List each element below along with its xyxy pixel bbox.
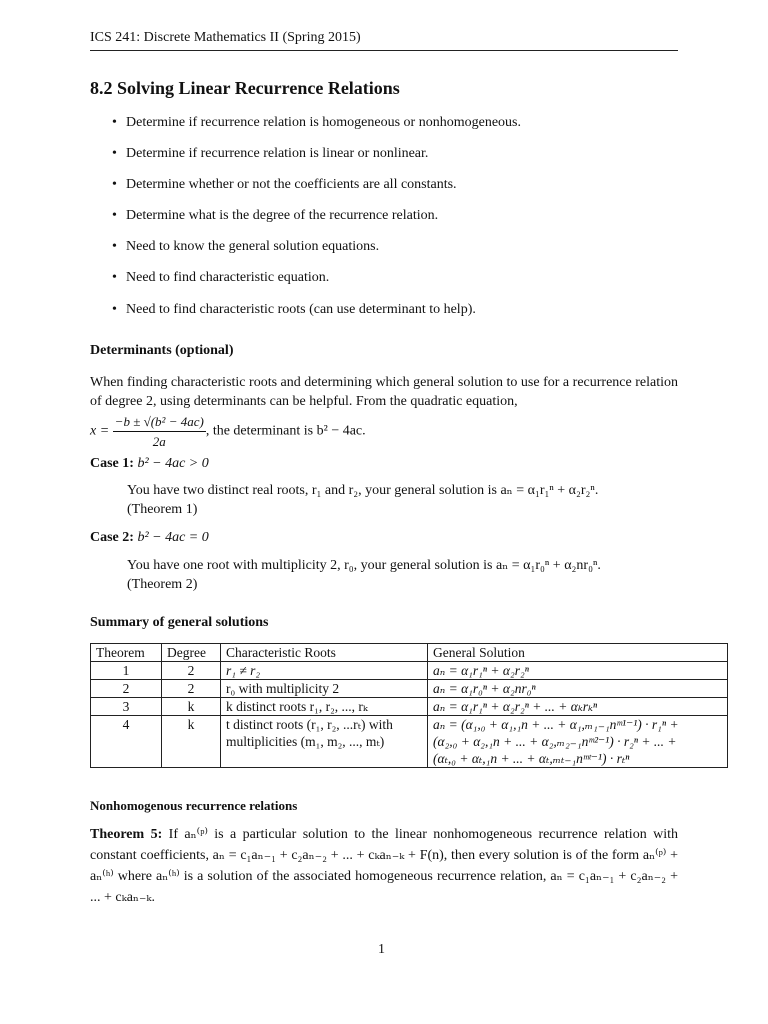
list-item: • Determine what is the degree of the recurrence relation. <box>90 207 521 238</box>
roots-cell: k distinct roots r₁, r₂, ..., rₖ <box>221 698 428 716</box>
fraction-denominator: 2a <box>152 434 166 449</box>
case-1-label: Case 1: <box>90 456 134 471</box>
theorem-5-text: If aₙ⁽ᵖ⁾ is a particular solution to the linear nonhomogeneous recurrence relation with constant coefficients, aₙ = c₁aₙ₋₁ + c₂aₙ₋₂ + ... + cₖaₙ₋ₖ + F(n), then every solution is of the form aₙ⁽ᵖ⁾ + aₙ⁽ʰ⁾ where aₙ⁽ʰ⁾ is a solution of the associated homogeneous recurrence relation, aₙ = c₁aₙ₋₁ + c₂aₙ₋₂ + ... + cₖaₙ₋ₖ. <box>90 827 678 905</box>
case-1-condition: b² − 4ac > 0 <box>137 456 209 471</box>
list-item: • Need to find characteristic roots (can use determinant to help). <box>90 301 521 332</box>
table-row <box>91 698 728 716</box>
column-header: Theorem <box>91 644 162 662</box>
solution-line: (α₂,₀ + α₂,₁n + ... + α₂,ₘ₂₋₁nᵐ²⁻¹) · r₂ⁿ + ... + <box>433 734 677 749</box>
degree-cell: k <box>162 716 221 768</box>
solution-line: (αₜ,₀ + αₜ,₁n + ... + αₜ,ₘₜ₋₁nᵐᵗ⁻¹) · rₜⁿ <box>433 751 630 766</box>
list-item: • Need to know the general solution equations. <box>90 238 521 269</box>
case-1-text: You have two distinct real roots, r₁ and r₂, your general solution is aₙ = α₁r₁ⁿ + α₂r₂ⁿ. <box>127 483 599 498</box>
list-item: • Determine if recurrence relation is linear or nonlinear. <box>90 145 521 176</box>
case-1-heading <box>90 456 209 472</box>
determinant-definition: , the determinant is b² − 4ac. <box>205 423 366 439</box>
header-rule <box>90 50 678 51</box>
degree-cell: 2 <box>162 662 221 680</box>
summary-table <box>90 643 728 768</box>
degree-cell: k <box>162 698 221 716</box>
theorem-cell: 3 <box>91 698 162 716</box>
case-2-body <box>127 556 678 594</box>
quadratic-fraction <box>113 412 206 451</box>
case-2-label: Case 2: <box>90 530 134 545</box>
solution-line: aₙ = (α₁,₀ + α₁,₁n + ... + α₁,ₘ₁₋₁nᵐ¹⁻¹) · r₁ⁿ + <box>433 717 679 732</box>
solution-cell: aₙ = α₁r₀ⁿ + α₂nr₀ⁿ <box>428 680 728 698</box>
case-2-condition: b² − 4ac = 0 <box>137 530 209 545</box>
roots-cell: r₀ with multiplicity 2 <box>221 680 428 698</box>
page-number: 1 <box>378 942 385 957</box>
degree-cell: 2 <box>162 680 221 698</box>
fraction-numerator: −b ± √(b² − 4ac) <box>113 412 206 432</box>
list-item: • Need to find characteristic equation. <box>90 269 521 300</box>
determinants-intro <box>90 373 678 411</box>
theorem-cell: 4 <box>91 716 162 768</box>
table-row <box>91 716 728 768</box>
theorem-cell: 1 <box>91 662 162 680</box>
theorem-5 <box>90 824 678 908</box>
table-row <box>91 662 728 680</box>
column-header: Degree <box>162 644 221 662</box>
theorem-5-label: Theorem 5: <box>90 827 163 842</box>
x-equals: x = <box>90 423 110 439</box>
table-row <box>91 680 728 698</box>
solution-cell <box>428 716 728 768</box>
case-1-ref: (Theorem 1) <box>127 502 198 517</box>
determinants-heading: Determinants (optional) <box>90 343 234 358</box>
column-header: Characteristic Roots <box>221 644 428 662</box>
solution-cell: aₙ = α₁r₁ⁿ + α₂r₂ⁿ + ... + αₖrₖⁿ <box>428 698 728 716</box>
column-header: General Solution <box>428 644 728 662</box>
theorem-cell: 2 <box>91 680 162 698</box>
summary-heading: Summary of general solutions <box>90 615 269 630</box>
determinants-intro-text: When finding characteristic roots and determining which general solution to use for a recurrence relation of degree 2, using determinants can be helpful. From the quadratic equation, <box>90 375 678 409</box>
section-title: 8.2 Solving Linear Recurrence Relations <box>90 78 400 98</box>
case-1-body <box>127 481 678 519</box>
solution-cell: aₙ = α₁r₁ⁿ + α₂r₂ⁿ <box>428 662 728 680</box>
roots-cell: t distinct roots (r₁, r₂, ...rₜ) with multiplicities (m₁, m₂, ..., mₜ) <box>221 716 428 768</box>
checklist <box>90 114 521 332</box>
table-header-row <box>91 644 728 662</box>
running-header: ICS 241: Discrete Mathematics II (Spring 2015) <box>90 30 361 45</box>
quadratic-formula-line <box>90 412 678 451</box>
list-item: • Determine whether or not the coefficients are all constants. <box>90 176 521 207</box>
case-2-ref: (Theorem 2) <box>127 577 198 592</box>
list-item: • Determine if recurrence relation is homogeneous or nonhomogeneous. <box>90 114 521 145</box>
case-2-text: You have one root with multiplicity 2, r₀, your general solution is aₙ = α₁r₀ⁿ + α₂nr₀ⁿ. <box>127 558 601 573</box>
roots-cell: r₁ ≠ r₂ <box>221 662 428 680</box>
nonhomogeneous-heading: Nonhomogenous recurrence relations <box>90 798 298 813</box>
case-2-heading <box>90 530 209 546</box>
